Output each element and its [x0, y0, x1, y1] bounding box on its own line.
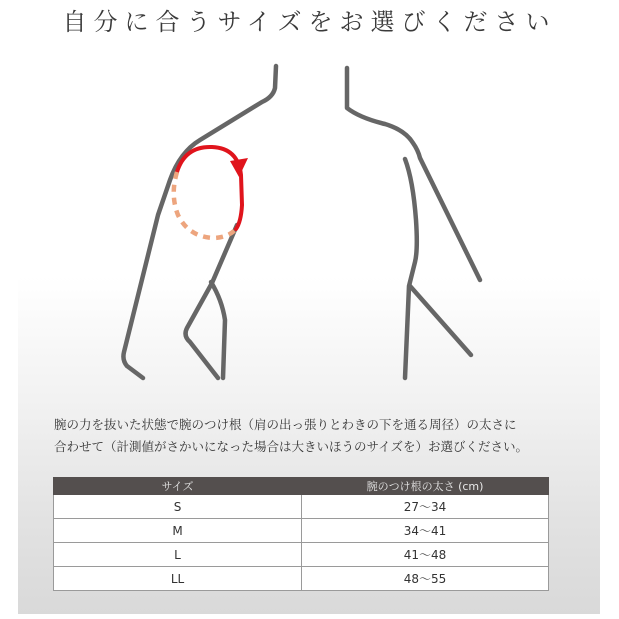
range-cell: 41〜48	[302, 543, 549, 567]
table-row	[54, 519, 549, 543]
page-title: 自分に合うサイズをお選びください	[62, 8, 557, 36]
instruction-line-2: 合わせて（計測値がさかいになった場合は大きいほうのサイズを）お選びください。	[54, 439, 529, 454]
table-header-row	[54, 478, 549, 495]
body-outline-icon	[123, 66, 480, 378]
size-cell: M	[54, 519, 302, 543]
size-instructions	[54, 414, 574, 458]
table-row	[54, 495, 549, 519]
arm-measurement-illustration	[0, 60, 619, 390]
instruction-line-1: 腕の力を抜いた状態で腕のつけ根（肩の出っ張りとわきの下を通る周径）の太さに	[54, 417, 517, 432]
size-cell: LL	[54, 567, 302, 591]
measurement-circle-icon	[174, 147, 248, 238]
header-size: サイズ	[54, 478, 302, 495]
range-cell: 27〜34	[302, 495, 549, 519]
size-cell: S	[54, 495, 302, 519]
table-row	[54, 543, 549, 567]
range-cell: 48〜55	[302, 567, 549, 591]
size-chart-table	[53, 477, 549, 591]
size-cell: L	[54, 543, 302, 567]
range-cell: 34〜41	[302, 519, 549, 543]
table-row	[54, 567, 549, 591]
arrow-head-icon	[230, 158, 248, 177]
header-arm-root-circumference: 腕のつけ根の太さ (cm)	[302, 478, 549, 495]
